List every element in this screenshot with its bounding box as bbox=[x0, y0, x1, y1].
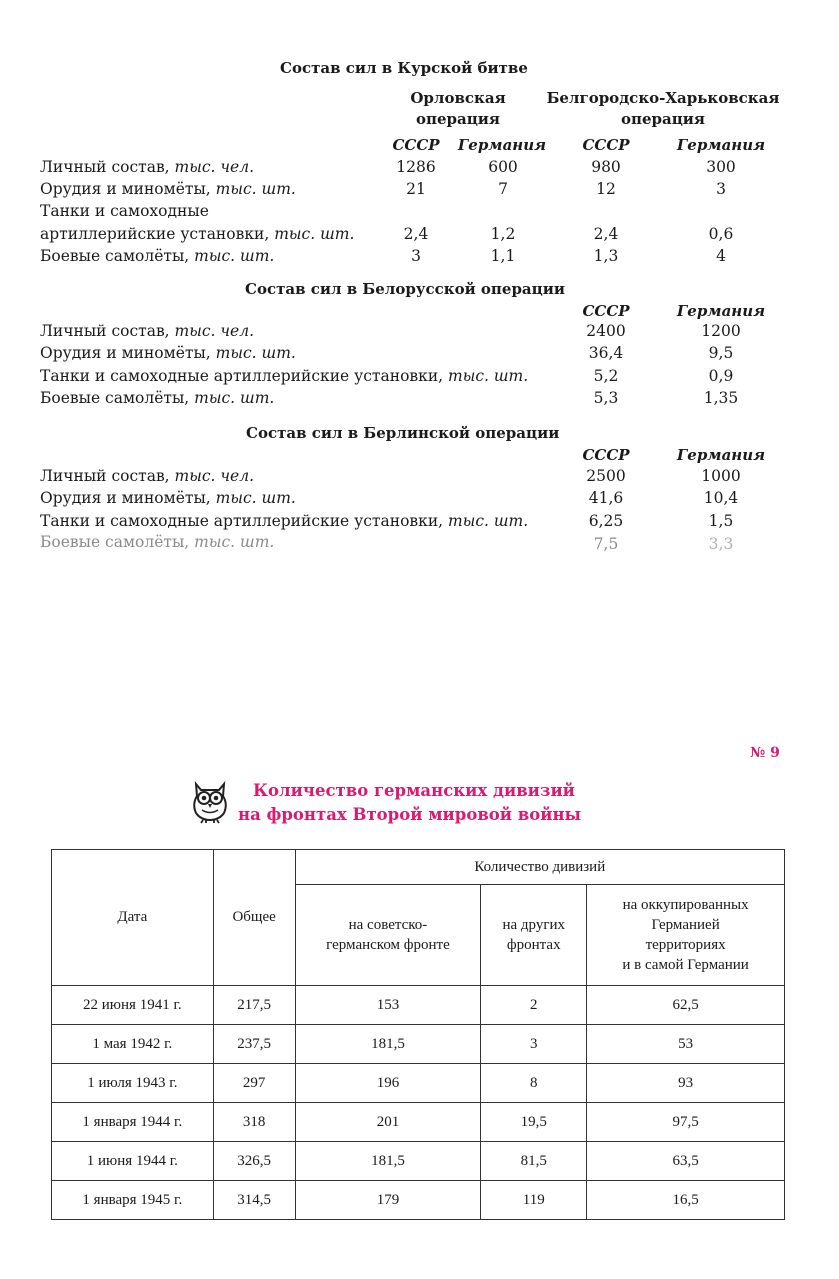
cell-soviet: 201 bbox=[295, 1103, 481, 1142]
belarus-row-label: Орудия и миномёты, тыс. шт. bbox=[40, 344, 296, 362]
belarus-row-label: Боевые самолёты, тыс. шт. bbox=[40, 389, 275, 407]
divisions-table bbox=[51, 849, 785, 1220]
belarus-cell: 9,5 bbox=[708, 344, 734, 362]
kursk-title: Состав сил в Курской битве bbox=[280, 59, 528, 77]
kursk-col-ussr-2: СССР bbox=[582, 136, 630, 154]
kursk-cell: 980 bbox=[591, 158, 621, 176]
cell-date: 1 января 1944 г. bbox=[52, 1103, 214, 1142]
table-row bbox=[52, 1103, 785, 1142]
cell-soviet: 179 bbox=[295, 1181, 481, 1220]
header-total: Общее bbox=[213, 850, 295, 986]
berlin-cell: 3,3 bbox=[708, 535, 734, 553]
cell-occupied: 97,5 bbox=[587, 1103, 785, 1142]
cell-other: 119 bbox=[481, 1181, 587, 1220]
section-title-line1: Количество германских дивизий bbox=[253, 781, 575, 800]
header-date: Дата bbox=[52, 850, 214, 986]
belarus-row-label: Личный состав, тыс. чел. bbox=[40, 322, 255, 340]
kursk-row-label: Личный состав, тыс. чел. bbox=[40, 158, 255, 176]
belarus-row-label: Танки и самоходные артиллерийские установки, тыс. шт. bbox=[40, 367, 529, 385]
belarus-cell: 1,35 bbox=[703, 389, 739, 407]
berlin-row-label: Орудия и миномёты, тыс. шт. bbox=[40, 489, 296, 507]
cell-total: 318 bbox=[213, 1103, 295, 1142]
cell-soviet: 196 bbox=[295, 1064, 481, 1103]
belarus-cell: 1200 bbox=[701, 322, 741, 340]
kursk-op1-header: Орловская операция bbox=[410, 89, 506, 128]
berlin-cell: 10,4 bbox=[703, 489, 739, 507]
header-other-fronts: на других фронтах bbox=[481, 885, 587, 986]
cell-occupied: 16,5 bbox=[587, 1181, 785, 1220]
kursk-row-label-line1: Танки и самоходные bbox=[40, 202, 209, 220]
kursk-cell: 300 bbox=[706, 158, 736, 176]
berlin-cell: 1,5 bbox=[708, 512, 734, 530]
cell-other: 3 bbox=[481, 1025, 587, 1064]
cell-soviet: 181,5 bbox=[295, 1142, 481, 1181]
kursk-row-label: Орудия и миномёты, тыс. шт. bbox=[40, 180, 296, 198]
kursk-col-germany-2: Германия bbox=[676, 136, 766, 154]
cell-total: 314,5 bbox=[213, 1181, 295, 1220]
kursk-col-ussr-1: СССР bbox=[392, 136, 440, 154]
kursk-cell: 600 bbox=[488, 158, 518, 176]
cell-soviet: 181,5 bbox=[295, 1025, 481, 1064]
belarus-cell: 5,3 bbox=[593, 389, 619, 407]
cell-date: 1 января 1945 г. bbox=[52, 1181, 214, 1220]
berlin-cell: 1000 bbox=[701, 467, 741, 485]
kursk-row-label: Боевые самолёты, тыс. шт. bbox=[40, 247, 275, 265]
section-number: № 9 bbox=[750, 745, 780, 761]
table-row bbox=[52, 1064, 785, 1103]
kursk-cell: 4 bbox=[716, 247, 726, 265]
cell-other: 8 bbox=[481, 1064, 587, 1103]
table-row bbox=[52, 1025, 785, 1064]
cell-other: 19,5 bbox=[481, 1103, 587, 1142]
kursk-cell: 12 bbox=[596, 180, 616, 198]
kursk-cell: 0,6 bbox=[708, 225, 734, 243]
berlin-cell: 6,25 bbox=[588, 512, 624, 530]
belarus-cell: 36,4 bbox=[588, 344, 624, 362]
table-row bbox=[52, 1181, 785, 1220]
kursk-row-label: артиллерийские установки, тыс. шт. bbox=[40, 225, 355, 243]
cell-soviet: 153 bbox=[295, 986, 481, 1025]
cell-date: 1 мая 1942 г. bbox=[52, 1025, 214, 1064]
header-divisions-group: Количество дивизий bbox=[295, 850, 784, 885]
belarus-cell: 0,9 bbox=[708, 367, 734, 385]
kursk-cell: 2,4 bbox=[593, 225, 619, 243]
berlin-cell: 41,6 bbox=[588, 489, 624, 507]
owl-icon bbox=[188, 778, 232, 824]
cell-total: 237,5 bbox=[213, 1025, 295, 1064]
table-row bbox=[52, 1142, 785, 1181]
cell-other: 2 bbox=[481, 986, 587, 1025]
berlin-col-ussr: СССР bbox=[582, 446, 630, 464]
belarus-cell: 2400 bbox=[586, 322, 626, 340]
cell-date: 1 июля 1943 г. bbox=[52, 1064, 214, 1103]
berlin-title: Состав сил в Берлинской операции bbox=[246, 424, 560, 442]
section-title-line2: на фронтах Второй мировой войны bbox=[238, 805, 582, 824]
cell-occupied: 62,5 bbox=[587, 986, 785, 1025]
kursk-cell: 1,1 bbox=[490, 247, 516, 265]
cell-other: 81,5 bbox=[481, 1142, 587, 1181]
kursk-op2-header: Белгородско-Харьковская операция bbox=[546, 89, 780, 128]
cell-date: 1 июня 1944 г. bbox=[52, 1142, 214, 1181]
kursk-col-germany-1: Германия bbox=[457, 136, 547, 154]
belarus-col-germany: Германия bbox=[676, 302, 766, 320]
cell-total: 217,5 bbox=[213, 986, 295, 1025]
header-occupied: на оккупированных Германией территориях и в самой Германии bbox=[587, 885, 785, 986]
belarus-col-ussr: СССР bbox=[582, 302, 630, 320]
kursk-cell: 1286 bbox=[396, 158, 436, 176]
kursk-cell: 1,3 bbox=[593, 247, 619, 265]
table-row bbox=[52, 986, 785, 1025]
berlin-row-label: Танки и самоходные артиллерийские установки, тыс. шт. bbox=[40, 512, 529, 530]
kursk-cell: 7 bbox=[498, 180, 508, 198]
cell-date: 22 июня 1941 г. bbox=[52, 986, 214, 1025]
cell-total: 297 bbox=[213, 1064, 295, 1103]
kursk-cell: 1,2 bbox=[490, 225, 516, 243]
belarus-cell: 5,2 bbox=[593, 367, 619, 385]
cell-occupied: 53 bbox=[587, 1025, 785, 1064]
cell-occupied: 93 bbox=[587, 1064, 785, 1103]
berlin-row-label: Личный состав, тыс. чел. bbox=[40, 467, 255, 485]
cell-total: 326,5 bbox=[213, 1142, 295, 1181]
kursk-cell: 21 bbox=[406, 180, 426, 198]
berlin-cell: 2500 bbox=[586, 467, 626, 485]
berlin-col-germany: Германия bbox=[676, 446, 766, 464]
kursk-cell: 3 bbox=[716, 180, 726, 198]
kursk-cell: 3 bbox=[411, 247, 421, 265]
kursk-cell: 2,4 bbox=[403, 225, 429, 243]
belarus-title: Состав сил в Белорусской операции bbox=[245, 280, 565, 298]
cell-occupied: 63,5 bbox=[587, 1142, 785, 1181]
berlin-cell: 7,5 bbox=[593, 535, 619, 553]
header-soviet-front: на советско- германском фронте bbox=[295, 885, 481, 986]
berlin-row-label: Боевые самолёты, тыс. шт. bbox=[40, 533, 275, 551]
